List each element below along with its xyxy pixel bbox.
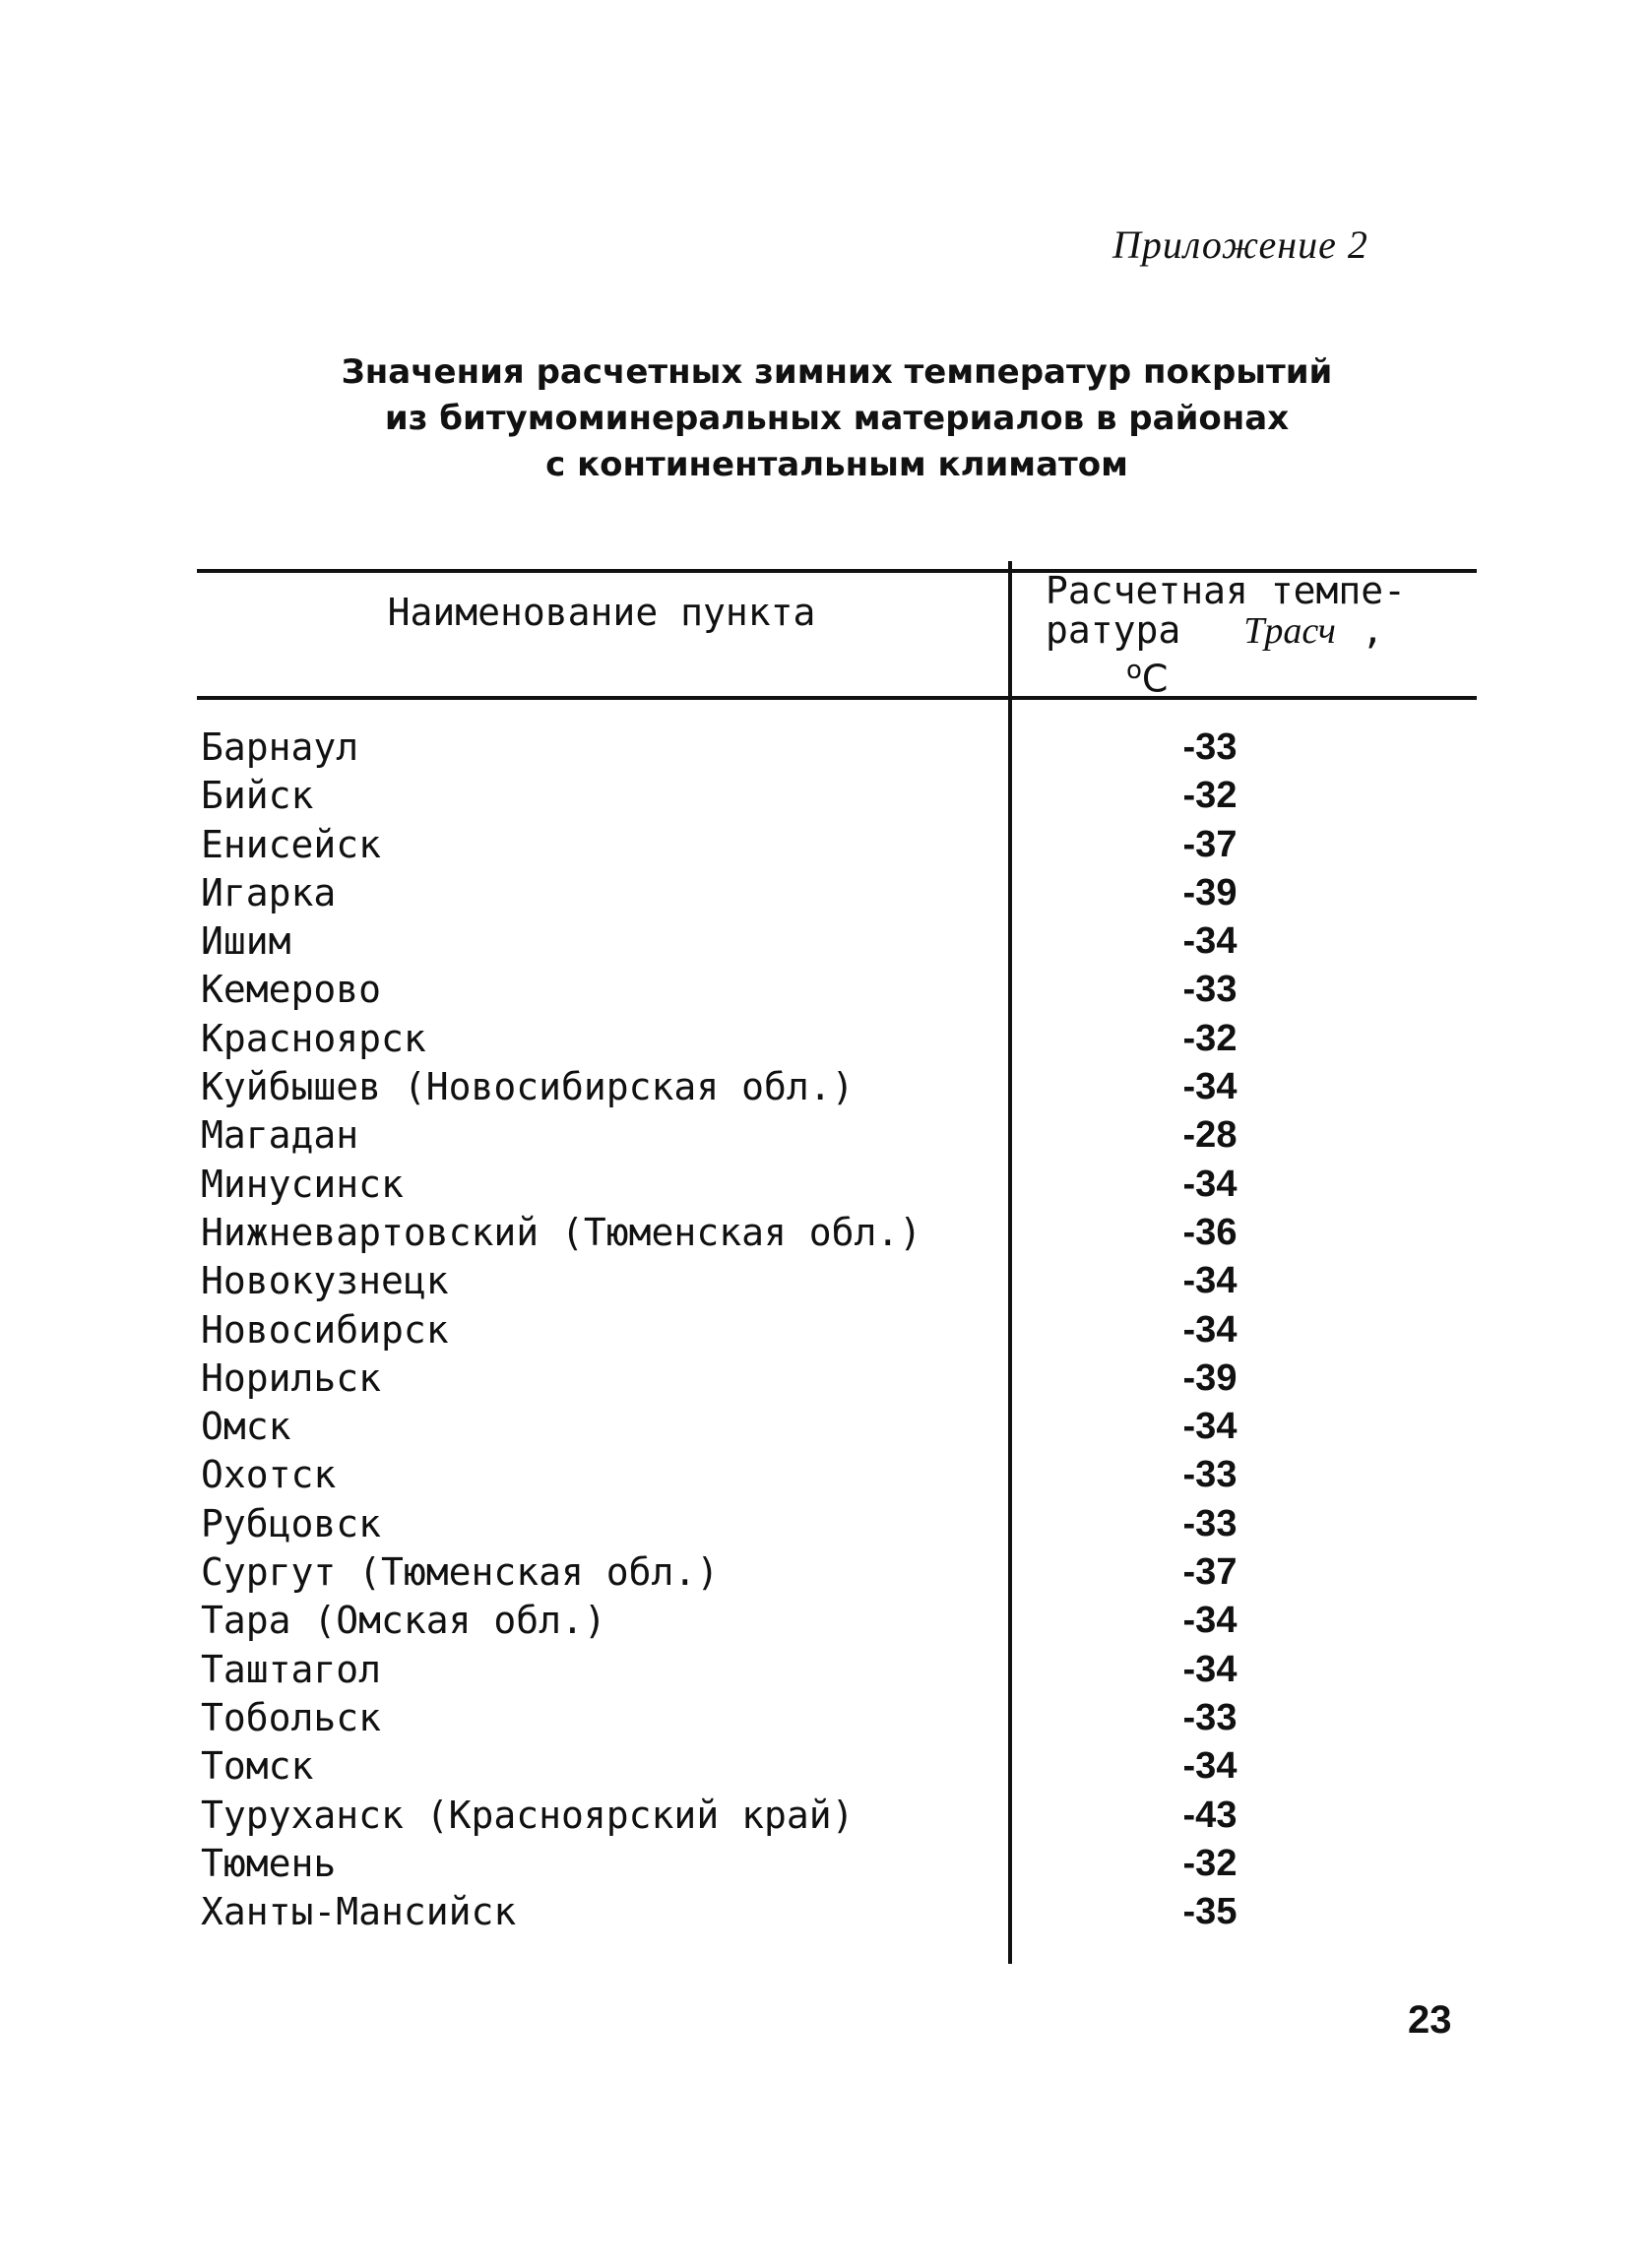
location-name: Барнаул [201, 725, 359, 769]
location-name: Красноярск [201, 1016, 426, 1060]
temperature-value: -33 [1182, 1696, 1238, 1738]
header-value-line-1: Расчетная темпе- [1046, 569, 1407, 612]
location-name: Туруханск (Красноярский край) [201, 1793, 855, 1837]
location-name: Бийск [201, 774, 314, 818]
location-name: Сургут (Тюменская обл.) [201, 1550, 720, 1595]
table-row [201, 1354, 1284, 1403]
location-name: Охотск [201, 1453, 337, 1497]
temperature-value: -32 [1182, 775, 1238, 817]
table-row [201, 724, 1284, 772]
location-name: Кемерово [201, 968, 382, 1012]
location-name: Таштагол [201, 1647, 382, 1691]
location-name: Ханты-Мансийск [201, 1890, 517, 1934]
table-row [201, 1742, 1284, 1791]
table-row [201, 1451, 1284, 1499]
header-unit [1046, 651, 1479, 699]
temperature-value: -34 [1182, 920, 1238, 963]
table-row [201, 1548, 1284, 1597]
column-header-name: Наименование пункта [387, 591, 816, 634]
table-row [201, 1257, 1284, 1305]
appendix-label: Приложение 2 [1112, 222, 1368, 267]
temperature-value: -33 [1182, 969, 1238, 1011]
location-name: Магадан [201, 1113, 359, 1158]
table-row [201, 1209, 1284, 1257]
temperature-value: -32 [1182, 1017, 1238, 1059]
temperature-value: -34 [1182, 1163, 1238, 1205]
table-row [201, 1111, 1284, 1160]
table-row [201, 1403, 1284, 1451]
location-name: Ишим [201, 919, 291, 964]
unit-letter: C [1141, 657, 1169, 701]
temperature-value: -32 [1182, 1842, 1238, 1884]
table-row [201, 821, 1284, 869]
header-value-word: ратура [1046, 608, 1181, 652]
temperature-value: -34 [1182, 1648, 1238, 1690]
temperature-value: -34 [1182, 1600, 1238, 1642]
location-name: Новокузнецк [201, 1259, 449, 1303]
title-line-3: с континентальным климатом [545, 445, 1128, 484]
table-row [201, 917, 1284, 966]
table-row [201, 1161, 1284, 1209]
table-row [201, 1888, 1284, 1936]
page-number: 23 [1408, 1998, 1452, 2042]
table-row [201, 869, 1284, 917]
location-name: Тюмень [201, 1841, 337, 1885]
temperature-value: -34 [1182, 1308, 1238, 1351]
location-name: Куйбышев (Новосибирская обл.) [201, 1065, 855, 1109]
document-title [295, 349, 1378, 488]
column-header-value [1046, 571, 1479, 699]
temperature-value: -33 [1182, 726, 1238, 768]
location-name: Норильск [201, 1355, 382, 1400]
temperature-value: -33 [1182, 1454, 1238, 1496]
degree-sign: o [1126, 656, 1142, 685]
location-name: Нижневартовский (Тюменская обл.) [201, 1210, 922, 1254]
location-name: Игарка [201, 870, 337, 914]
temperature-symbol: Tрасч [1243, 610, 1336, 652]
temperature-value: -28 [1182, 1114, 1238, 1157]
table-row [201, 1840, 1284, 1888]
temperature-value: -39 [1182, 1356, 1238, 1399]
header-value-line-2 [1046, 610, 1479, 651]
location-name: Тара (Омская обл.) [201, 1599, 606, 1643]
temperature-value: -34 [1182, 1745, 1238, 1788]
table-row [201, 1597, 1284, 1645]
temperature-value: -43 [1182, 1794, 1238, 1836]
temperature-value: -37 [1182, 823, 1238, 865]
temperature-value: -34 [1182, 1260, 1238, 1302]
table-row [201, 1500, 1284, 1548]
table-row [201, 772, 1284, 820]
table-row [201, 1792, 1284, 1840]
location-name: Тобольск [201, 1695, 382, 1739]
table-body [201, 724, 1284, 1936]
location-name: Новосибирск [201, 1307, 449, 1352]
table-row [201, 1694, 1284, 1742]
location-name: Енисейск [201, 822, 382, 866]
title-line-1: Значения расчетных зимних температур покрытий [341, 352, 1333, 392]
location-name: Минусинск [201, 1162, 404, 1206]
header-comma: , [1361, 608, 1384, 652]
table-row [201, 966, 1284, 1014]
table-row [201, 1306, 1284, 1354]
temperature-value: -33 [1182, 1502, 1238, 1544]
temperature-value: -34 [1182, 1066, 1238, 1108]
temperature-value: -39 [1182, 871, 1238, 914]
table-row [201, 1646, 1284, 1694]
table-row [201, 1063, 1284, 1111]
temperature-value: -34 [1182, 1406, 1238, 1448]
location-name: Томск [201, 1744, 314, 1789]
temperature-value: -37 [1182, 1551, 1238, 1594]
location-name: Омск [201, 1405, 291, 1449]
title-line-2: из битумоминеральных материалов в районах [384, 399, 1290, 438]
location-name: Рубцовск [201, 1501, 382, 1545]
table-row [201, 1015, 1284, 1063]
temperature-value: -35 [1182, 1891, 1238, 1933]
temperature-value: -36 [1182, 1211, 1238, 1253]
